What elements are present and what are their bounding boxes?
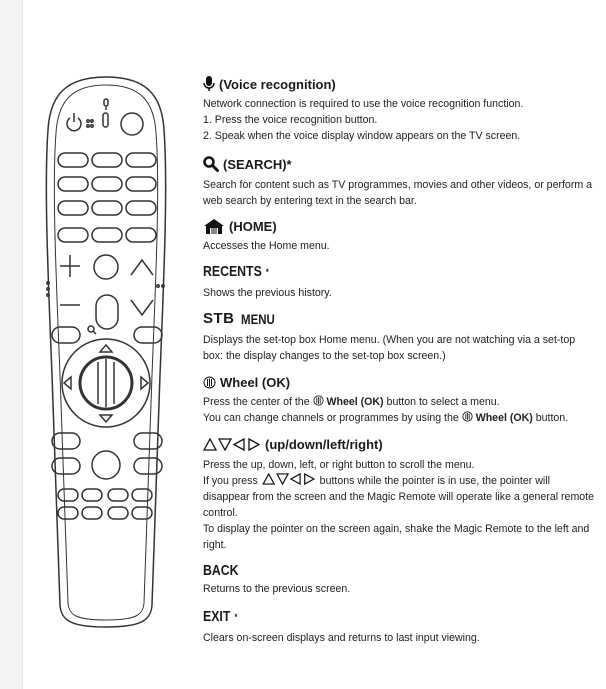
arrows-line-2b: buttons while the pointer is in use, the pointer will disappear from the screen and the Magic Remote will operate like a general remote control. (203, 475, 594, 519)
stb-text: Displays the set-top box Home menu. (When you are not watching via a set-top box: the display changes to the set-top box screen.) (203, 334, 576, 362)
wheel-line-2b: Wheel (OK) (475, 412, 533, 424)
wheel-line-2a: You can change channels or programmes by using the (203, 412, 459, 424)
home-body (203, 238, 595, 254)
wheel-icon (313, 395, 324, 406)
back-text: Returns to the previous screen. (203, 583, 351, 595)
arrows-line-2a: If you press (203, 475, 258, 487)
stb-title-a: STB (203, 310, 235, 327)
wheel-icon (462, 411, 473, 422)
wheel-line-2 (203, 410, 595, 426)
wheel-icon (203, 376, 216, 389)
wheel-line-1 (203, 394, 595, 410)
exit-heading (203, 608, 237, 625)
exit-title: EXIT (203, 608, 231, 625)
home-text: Accesses the Home menu. (203, 240, 330, 252)
recents-mark: * (265, 266, 269, 277)
arrows-line-1: Press the up, down, left, or right button to scroll the menu. (203, 459, 475, 471)
arrow-keys-icon (261, 473, 317, 485)
recents-body (203, 285, 595, 301)
exit-mark: * (234, 611, 238, 622)
voice-line-2: 1. Press the voice recognition button. (203, 114, 378, 126)
arrow-keys-icon (203, 438, 261, 451)
home-title: (HOME) (229, 219, 277, 234)
wheel-line-1a: Press the center of the (203, 396, 310, 408)
arrows-line-3: To display the pointer on the screen again, shake the Magic Remote to the left and right. (203, 523, 590, 551)
search-text: Search for content such as TV programmes, movies and other videos, or perform a web search by entering text in the search bar. (203, 179, 593, 207)
wheel-body (203, 394, 595, 426)
voice-title: (Voice recognition) (219, 76, 336, 92)
stb-heading (203, 310, 282, 327)
home-heading (203, 219, 277, 234)
back-title: BACK (203, 562, 239, 579)
voice-body (203, 96, 595, 144)
microphone-icon (203, 76, 215, 92)
recents-heading (203, 263, 269, 280)
arrows-title: (up/down/left/right) (265, 437, 383, 452)
search-icon (203, 156, 219, 172)
arrows-heading (203, 437, 383, 452)
wheel-line-2c: button. (535, 412, 569, 424)
stb-body (203, 332, 595, 364)
arrows-body (203, 457, 595, 553)
exit-text: Clears on-screen displays and returns to last input viewing. (203, 632, 480, 644)
stb-title-b: MENU (240, 310, 275, 327)
back-body (203, 581, 595, 597)
home-icon (203, 219, 225, 234)
wheel-line-1c: button to select a menu. (386, 396, 500, 408)
wheel-line-1b: Wheel (OK) (326, 396, 384, 408)
voice-line-3: 2. Speak when the voice display window appears on the TV screen. (203, 130, 521, 142)
search-heading (203, 156, 292, 172)
search-body (203, 177, 595, 209)
arrows-line-2 (203, 473, 595, 521)
voice-heading (203, 76, 336, 92)
recents-title: RECENTS (203, 263, 262, 280)
recents-text: Shows the previous history. (203, 287, 332, 299)
search-title: (SEARCH)* (223, 156, 292, 172)
wheel-title: Wheel (OK) (220, 375, 291, 390)
exit-body (203, 630, 595, 646)
wheel-heading (203, 375, 290, 390)
voice-line-1: Network connection is required to use the voice recognition function. (203, 98, 524, 110)
back-heading (203, 562, 239, 579)
